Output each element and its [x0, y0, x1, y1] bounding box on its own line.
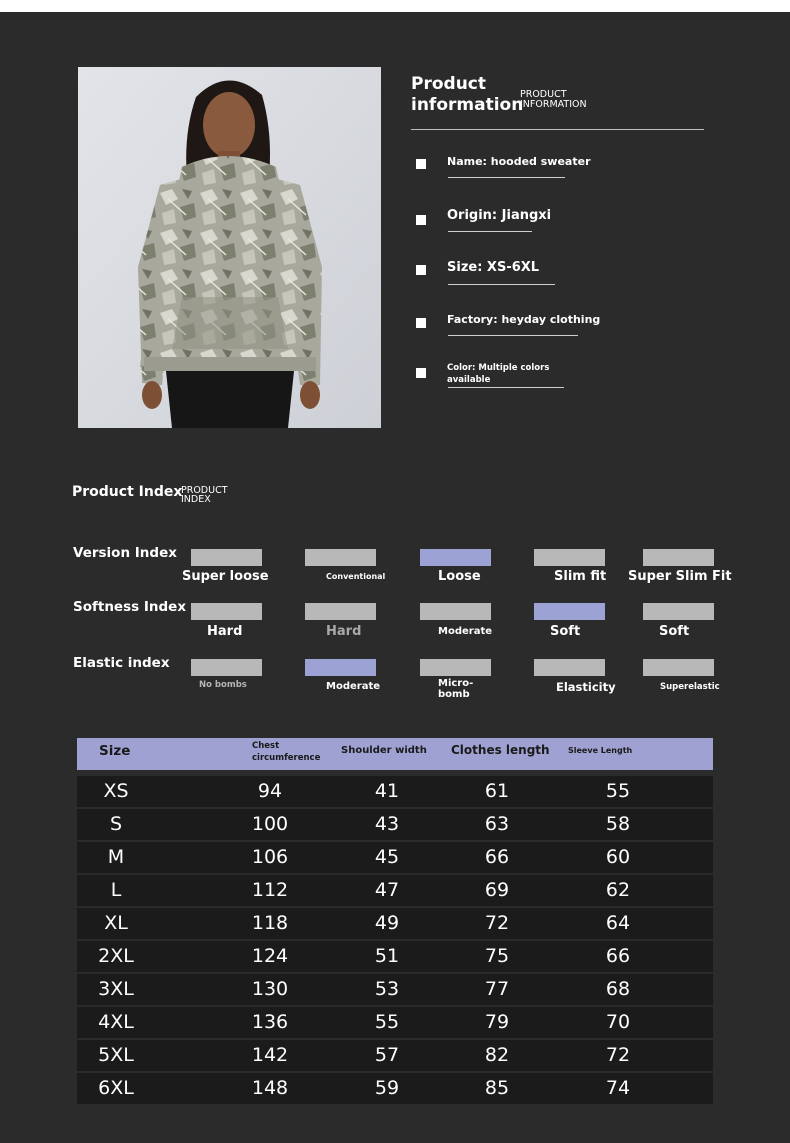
size-table-header [77, 738, 713, 770]
table-cell: 68 [605, 978, 631, 1000]
table-cell: XL [104, 912, 128, 934]
table-cell: 53 [374, 978, 400, 1000]
table-cell: 55 [374, 1011, 400, 1033]
table-cell: 75 [484, 945, 510, 967]
table-cell: 72 [605, 1044, 631, 1066]
table-cell: 47 [374, 879, 400, 901]
table-cell: 82 [484, 1044, 510, 1066]
product-info-subtitle: PRODUCT INFORMATION [520, 89, 587, 110]
table-row [77, 1040, 713, 1071]
elastic-bar-2-selected [305, 659, 376, 676]
elastic-bar-5 [643, 659, 714, 676]
version-bar-4 [534, 549, 605, 566]
version-option: Slim fit [554, 569, 607, 584]
table-cell: 66 [605, 945, 631, 967]
table-row [77, 842, 713, 873]
table-cell: 64 [605, 912, 631, 934]
table-cell: 79 [484, 1011, 510, 1033]
model-wearing-hoodie-image [78, 67, 381, 428]
softness-option: Hard [326, 624, 362, 639]
square-bullet-icon [416, 215, 426, 225]
table-cell: 94 [257, 780, 283, 802]
product-index-subtitle: PRODUCT INDEX [181, 485, 228, 505]
softness-option: Soft [550, 624, 581, 639]
table-cell: M [107, 846, 125, 868]
table-cell: 66 [484, 846, 510, 868]
info-item-text: Color: Multiple colors available [447, 363, 550, 385]
table-cell: 63 [484, 813, 510, 835]
table-cell: 2XL [98, 945, 134, 967]
table-cell: 62 [605, 879, 631, 901]
table-cell: 49 [374, 912, 400, 934]
elastic-option: Superelastic [660, 682, 720, 692]
table-cell: XS [103, 780, 129, 802]
elastic-option: Moderate [326, 681, 381, 692]
table-cell: 72 [484, 912, 510, 934]
table-row [77, 1007, 713, 1038]
elastic-bar-1 [191, 659, 262, 676]
table-cell: 118 [251, 912, 289, 934]
table-cell: 106 [251, 846, 289, 868]
info-item-text: Factory: heyday clothing [447, 313, 601, 326]
divider [448, 387, 564, 388]
table-cell: 43 [374, 813, 400, 835]
square-bullet-icon [416, 265, 426, 275]
elastic-index-label: Elastic index [73, 655, 170, 671]
info-item-text: Size: XS-6XL [447, 260, 540, 275]
elastic-bar-4 [534, 659, 605, 676]
table-cell: 112 [251, 879, 289, 901]
table-row [77, 908, 713, 939]
table-cell: 57 [374, 1044, 400, 1066]
softness-bar-2 [305, 603, 376, 620]
version-index-label: Version Index [73, 545, 177, 561]
version-option: Super loose [182, 569, 269, 584]
table-cell: 77 [484, 978, 510, 1000]
info-item-text: Origin: Jiangxi [447, 208, 552, 223]
product-index-title: Product Index [72, 484, 183, 500]
table-cell: 69 [484, 879, 510, 901]
table-row [77, 875, 713, 906]
table-row [77, 941, 713, 972]
table-cell: 74 [605, 1077, 631, 1099]
table-cell: 51 [374, 945, 400, 967]
softness-option: Hard [207, 624, 243, 639]
softness-bar-5 [643, 603, 714, 620]
square-bullet-icon [416, 159, 426, 169]
square-bullet-icon [416, 368, 426, 378]
table-cell: 4XL [98, 1011, 134, 1033]
table-row [77, 776, 713, 807]
table-cell: S [109, 813, 123, 835]
table-cell: 59 [374, 1077, 400, 1099]
softness-bar-1 [191, 603, 262, 620]
version-bar-2 [305, 549, 376, 566]
divider [448, 335, 578, 336]
header-chest: Chest circumference [252, 741, 321, 763]
table-cell: 124 [251, 945, 289, 967]
elastic-bar-3 [420, 659, 491, 676]
table-row [77, 974, 713, 1005]
table-cell: 5XL [98, 1044, 134, 1066]
table-cell: 6XL [98, 1077, 134, 1099]
table-cell: 3XL [98, 978, 134, 1000]
softness-option: Soft [659, 624, 690, 639]
header-length: Clothes length [451, 743, 550, 757]
version-bar-3-selected [420, 549, 491, 566]
version-bar-1 [191, 549, 262, 566]
header-size: Size [99, 743, 131, 759]
version-option: Super Slim Fit [628, 569, 732, 584]
info-item-text: Name: hooded sweater [447, 155, 591, 168]
softness-bar-3 [420, 603, 491, 620]
elastic-option: Micro-bomb [438, 678, 474, 700]
softness-bar-4-selected [534, 603, 605, 620]
table-row [77, 809, 713, 840]
table-cell: 58 [605, 813, 631, 835]
product-photo [78, 67, 381, 428]
header-shoulder: Shoulder width [341, 745, 427, 756]
divider [448, 231, 532, 232]
product-detail-page [0, 12, 790, 1143]
table-cell: 148 [251, 1077, 289, 1099]
table-cell: 60 [605, 846, 631, 868]
softness-index-label: Softness Index [73, 599, 187, 615]
table-cell: 45 [374, 846, 400, 868]
table-row [77, 1073, 713, 1104]
softness-option: Moderate [438, 626, 493, 637]
table-cell: 70 [605, 1011, 631, 1033]
product-info-title: Product information [411, 74, 524, 115]
table-cell: 130 [251, 978, 289, 1000]
table-cell: L [110, 879, 122, 901]
divider [448, 284, 555, 285]
version-option: Loose [438, 569, 481, 584]
table-cell: 136 [251, 1011, 289, 1033]
divider [411, 129, 704, 130]
square-bullet-icon [416, 318, 426, 328]
header-sleeve: Sleeve Length [568, 746, 633, 755]
table-cell: 142 [251, 1044, 289, 1066]
table-cell: 41 [374, 780, 400, 802]
table-cell: 100 [251, 813, 289, 835]
elastic-option: Elasticity [556, 680, 616, 694]
table-cell: 85 [484, 1077, 510, 1099]
table-cell: 61 [484, 780, 510, 802]
version-bar-5 [643, 549, 714, 566]
divider [448, 177, 565, 178]
elastic-option: No bombs [199, 680, 247, 690]
table-cell: 55 [605, 780, 631, 802]
version-option: Conventional [326, 572, 386, 581]
